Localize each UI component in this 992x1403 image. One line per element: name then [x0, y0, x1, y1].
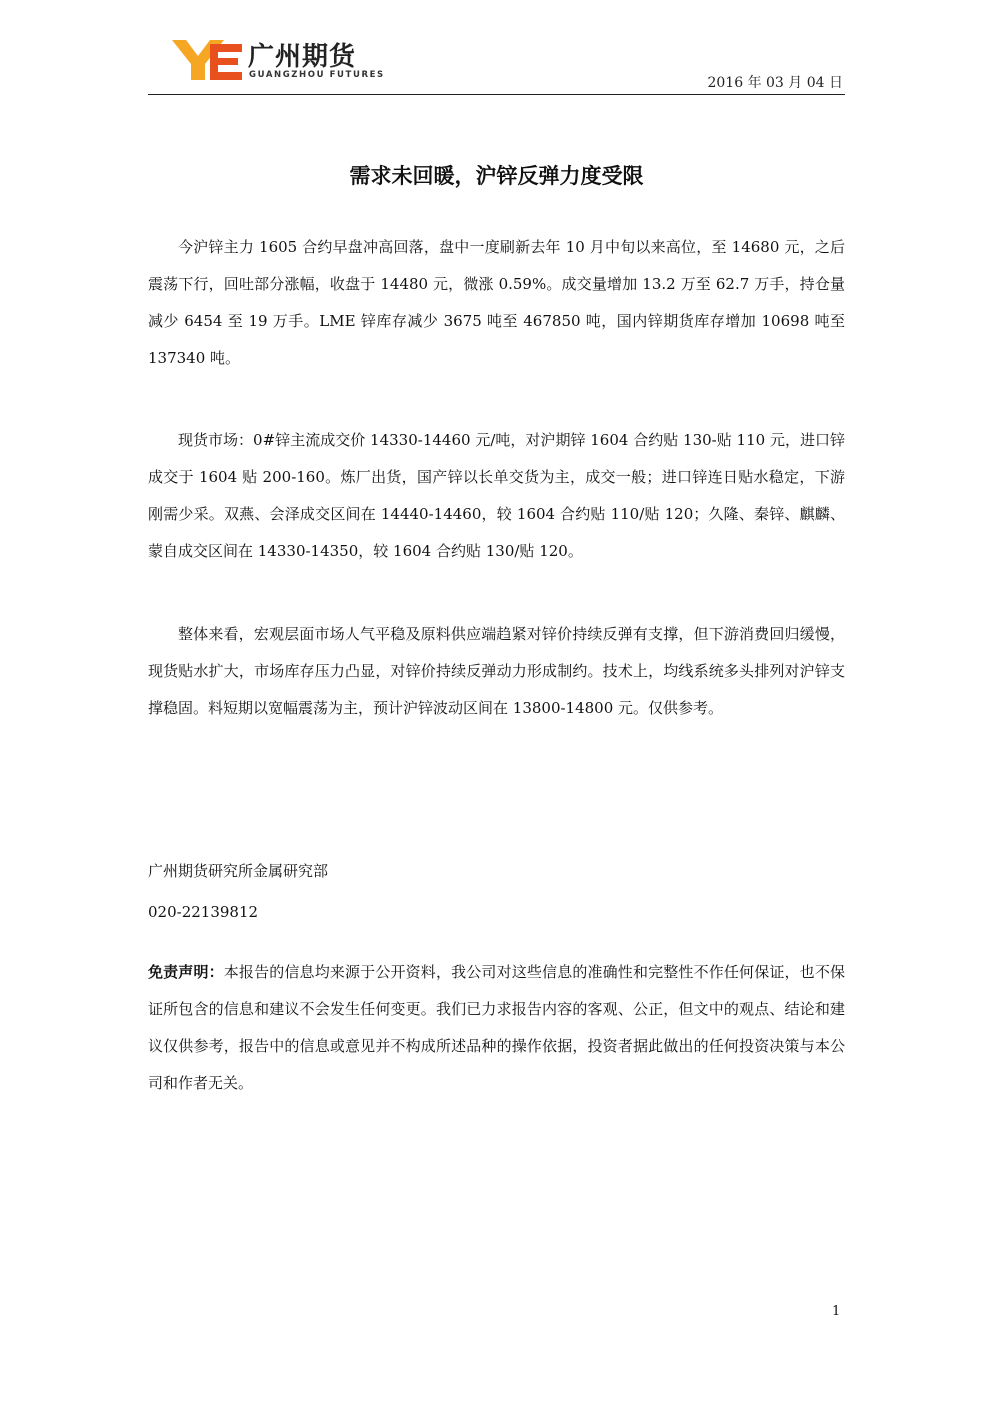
spot-market-paragraph: 现货市场：0#锌主流成交价 14330-14460 元/吨，对沪期锌 1604 合约贴 130-贴 110 元，进口锌成交于 1604 贴 200-160。炼厂出货，国产锌以长单交货为主，成交一般；进口锌连日贴水稳定，下游刚需少采。双燕、会泽成交区间在 14440-14460，较 1604 合约贴 110/贴 120；久隆、秦锌、麒麟、蒙自成交区间在 14330-14350，较 1604 合约贴 130/贴 120。	[148, 431, 845, 560]
report-title: 需求未回暖，沪锌反弹力度受限	[349, 164, 644, 188]
brand-name-cn: 广州期货	[248, 42, 357, 72]
disclaimer-text: 本报告的信息均来源于公开资料，我公司对这些信息的准确性和完整性不作任何保证，也不保证所包含的信息和建议不会发生任何变更。我们已力求报告内容的客观、公正，但文中的观点、结论和建议仅供参考，报告中的信息或意见并不构成所述品种的操作依据，投资者据此做出的任何投资决策与本公司和作者无关。	[148, 963, 845, 1092]
market-summary-paragraph: 今沪锌主力 1605 合约早盘冲高回落，盘中一度刷新去年 10 月中旬以来高位，至 14680 元，之后震荡下行，回吐部分涨幅，收盘于 14480 元，微涨 0.59%。成交量增加 13.2 万至 62.7 万手，持仓量减少 6454 至 19 万手。LME 锌库存减少 3675 吨至 467850 吨，国内锌期货库存增加 10698 吨至 137340 吨。	[148, 238, 845, 367]
department-name: 广州期货研究所金属研究部	[148, 862, 329, 880]
contact-phone: 020-22139812	[148, 903, 259, 921]
company-logo-icon	[172, 38, 242, 82]
page-number: 1	[832, 1304, 841, 1319]
brand-name-en: GUANGZHOU FUTURES	[249, 70, 385, 80]
report-date: 2016 年 03 月 04 日	[707, 75, 843, 91]
disclaimer-paragraph	[148, 954, 845, 1102]
outlook-paragraph: 整体来看，宏观层面市场人气平稳及原料供应端趋紧对锌价持续反弹有支撑，但下游消费回归缓慢，现货贴水扩大，市场库存压力凸显，对锌价持续反弹动力形成制约。技术上，均线系统多头排列对沪锌支撑稳固。料短期以宽幅震荡为主，预计沪锌波动区间在 13800-14800 元。仅供参考。	[148, 625, 845, 717]
disclaimer-label: 免责声明：	[148, 963, 224, 981]
page-header	[148, 34, 845, 95]
